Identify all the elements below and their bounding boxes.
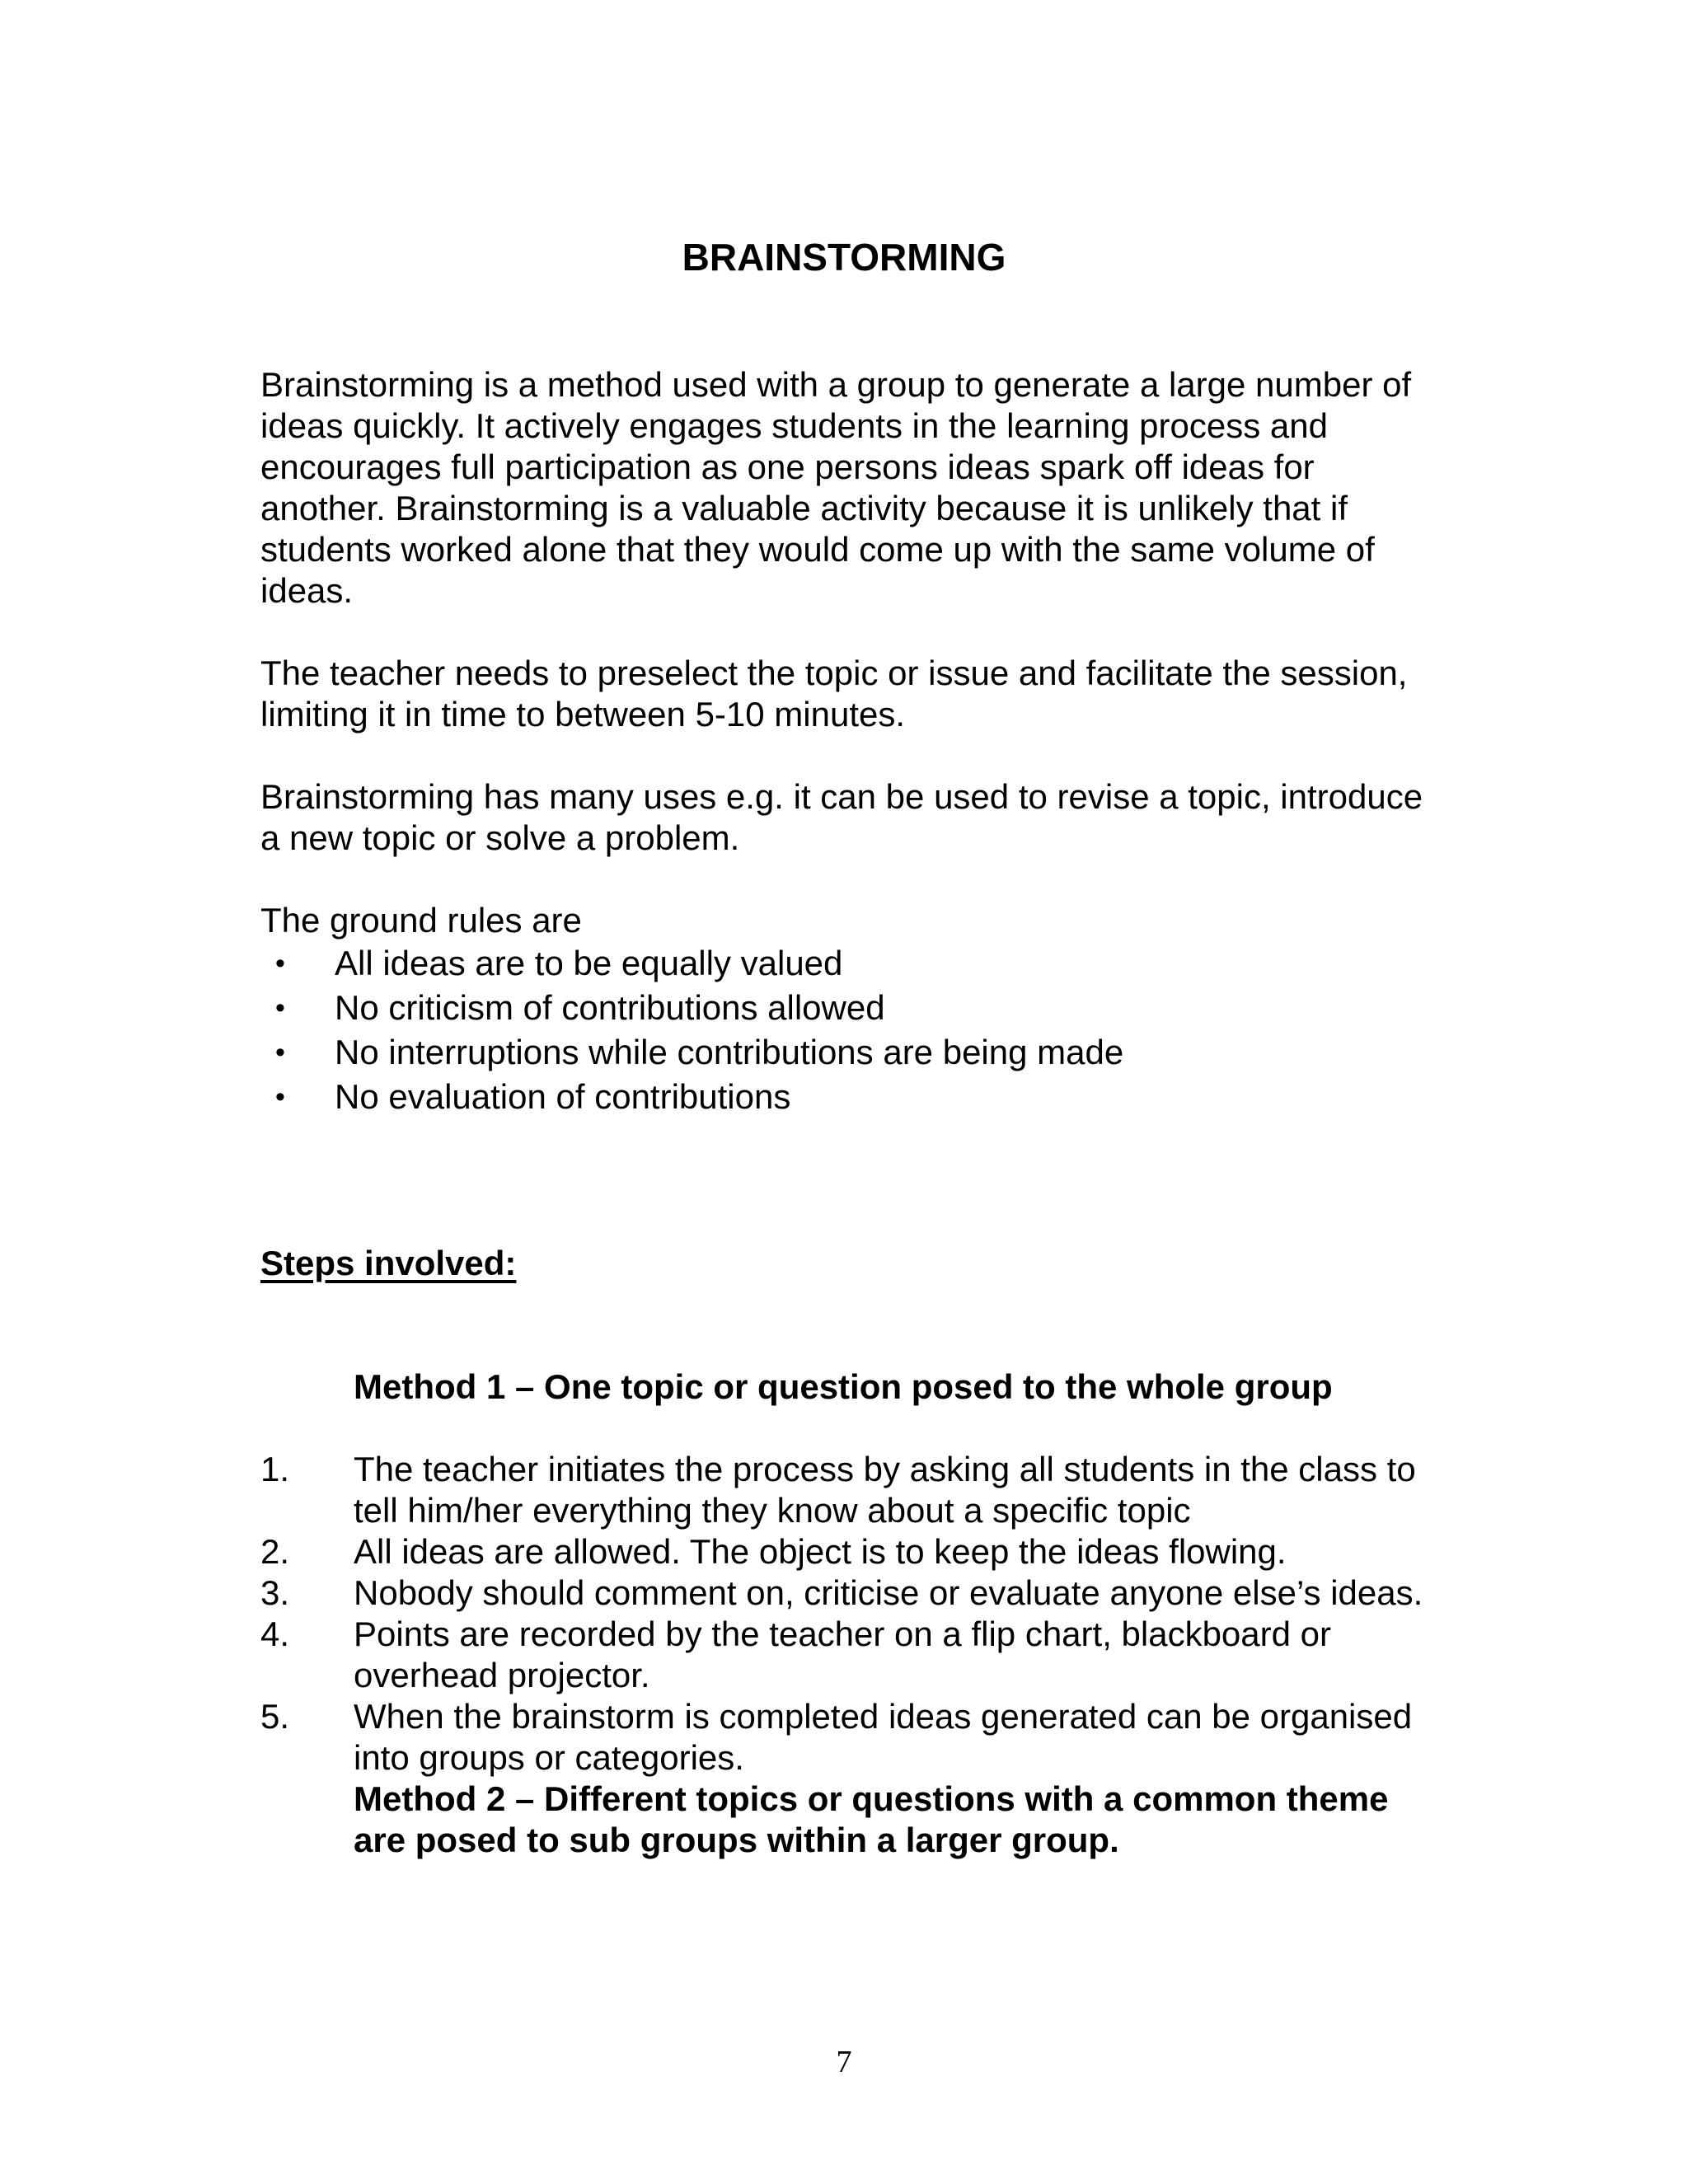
step-number: 2. xyxy=(260,1532,290,1571)
teacher-paragraph: The teacher needs to preselect the topic or issue and facilitate the session, limiting it in time to between 5-10 minutes. xyxy=(260,654,1408,733)
bullet-icon: • xyxy=(275,948,285,979)
steps-heading: Steps involved: xyxy=(260,1244,517,1282)
list-item xyxy=(260,1696,1447,1779)
uses-paragraph: Brainstorming has many uses e.g. it can be used to revise a topic, introduce a new topic or solve a problem. xyxy=(260,777,1423,857)
list-item xyxy=(260,1449,1447,1531)
list-item xyxy=(260,1531,1447,1572)
list-item-text: All ideas are to be equally valued xyxy=(335,944,843,982)
list-item-text: No criticism of contributions allowed xyxy=(335,988,885,1027)
step-text: All ideas are allowed. The object is to keep the ideas flowing. xyxy=(354,1532,1287,1571)
list-item xyxy=(260,1030,1447,1075)
list-item xyxy=(260,941,1447,986)
bullet-icon: • xyxy=(275,1037,285,1068)
bullet-icon: • xyxy=(275,992,285,1024)
step-text: The teacher initiates the process by asking all students in the class to tell him/her everything they know about a specific topic xyxy=(354,1450,1416,1530)
ground-rules-intro: The ground rules are xyxy=(260,901,582,940)
list-item xyxy=(260,1075,1447,1119)
step-text: Nobody should comment on, criticise or evaluate anyone else’s ideas. xyxy=(354,1573,1423,1612)
list-item-text: No interruptions while contributions are being made xyxy=(335,1033,1124,1071)
step-number: 4. xyxy=(260,1615,290,1653)
bullet-icon: • xyxy=(275,1081,285,1113)
step-text: When the brainstorm is completed ideas generated can be organised into groups or categories. xyxy=(354,1697,1413,1777)
method-1-steps xyxy=(260,1449,1447,1779)
list-item-text: No evaluation of contributions xyxy=(335,1077,791,1116)
document-body xyxy=(260,364,1447,1861)
page-number: 7 xyxy=(836,2045,852,2079)
step-number: 3. xyxy=(260,1573,290,1612)
ground-rules-list xyxy=(260,941,1447,1119)
step-number: 5. xyxy=(260,1697,290,1736)
method-1-heading: Method 1 – One topic or question posed to the whole group xyxy=(354,1367,1333,1406)
list-item xyxy=(260,986,1447,1030)
method-2-heading: Method 2 – Different topics or questions with a common theme are posed to sub groups within a larger group. xyxy=(354,1779,1389,1859)
step-number: 1. xyxy=(260,1450,290,1488)
page-title: BRAINSTORMING xyxy=(682,236,1006,279)
list-item xyxy=(260,1614,1447,1696)
list-item xyxy=(260,1572,1447,1614)
step-text: Points are recorded by the teacher on a flip chart, blackboard or overhead projector. xyxy=(354,1615,1332,1694)
intro-paragraph: Brainstorming is a method used with a group to generate a large number of ideas quickly. It actively engages students in the learning process and encourages full participation as one persons ideas spark off ideas for another. Brainstorming is a valuable activity because it is unlikely that if students worked alone that they would come up with the same volume of ideas. xyxy=(260,365,1412,610)
